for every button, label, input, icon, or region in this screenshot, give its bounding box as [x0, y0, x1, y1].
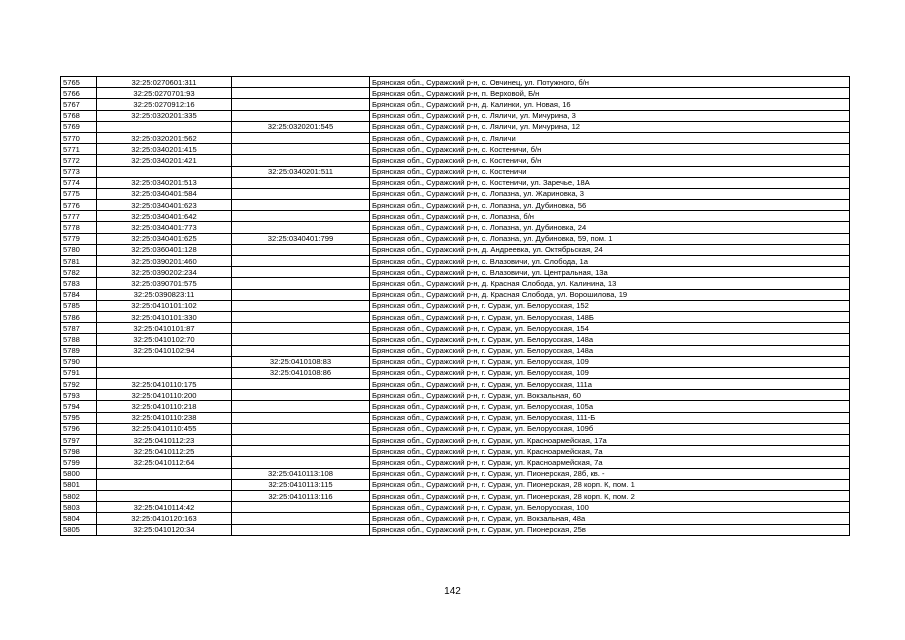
address-cell: Брянская обл., Суражский р-н, с. Костеничи	[370, 166, 850, 177]
cadastral-number-cell	[97, 356, 232, 367]
related-cadastral-number-cell	[232, 256, 370, 267]
cadastral-number-cell: 32:25:0410110:175	[97, 379, 232, 390]
address-cell: Брянская обл., Суражский р-н, г. Сураж, ул. Красноармейская, 7а	[370, 446, 850, 457]
table-row	[61, 110, 850, 121]
record-number-cell: 5787	[61, 323, 97, 334]
address-cell: Брянская обл., Суражский р-н, г. Сураж, ул. Белорусская, 148Б	[370, 311, 850, 322]
address-cell: Брянская обл., Суражский р-н, г. Сураж, ул. Белорусская, 154	[370, 323, 850, 334]
address-cell: Брянская обл., Суражский р-н, г. Сураж, ул. Пионерская, 28 корп. К, пом. 2	[370, 490, 850, 501]
table-row	[61, 379, 850, 390]
record-number-cell: 5777	[61, 211, 97, 222]
cadastral-number-cell: 32:25:0320201:562	[97, 132, 232, 143]
cadastral-number-cell: 32:25:0340401:642	[97, 211, 232, 222]
related-cadastral-number-cell	[232, 110, 370, 121]
related-cadastral-number-cell	[232, 289, 370, 300]
related-cadastral-number-cell: 32:25:0410113:115	[232, 479, 370, 490]
table-row	[61, 188, 850, 199]
related-cadastral-number-cell: 32:25:0340201:511	[232, 166, 370, 177]
record-number-cell: 5776	[61, 200, 97, 211]
table-row	[61, 323, 850, 334]
address-cell: Брянская обл., Суражский р-н, г. Сураж, ул. Белорусская, 148а	[370, 345, 850, 356]
table-row	[61, 334, 850, 345]
related-cadastral-number-cell	[232, 334, 370, 345]
address-cell: Брянская обл., Суражский р-н, г. Сураж, ул. Белорусская, 111а	[370, 379, 850, 390]
address-cell: Брянская обл., Суражский р-н, с. Костеничи, ул. Заречье, 18А	[370, 177, 850, 188]
record-number-cell: 5789	[61, 345, 97, 356]
table-row	[61, 77, 850, 88]
cadastral-number-cell: 32:25:0390202:234	[97, 267, 232, 278]
cadastral-number-cell: 32:25:0390201:460	[97, 256, 232, 267]
related-cadastral-number-cell	[232, 311, 370, 322]
cadastral-number-cell: 32:25:0270912:16	[97, 99, 232, 110]
table-row	[61, 356, 850, 367]
related-cadastral-number-cell	[232, 244, 370, 255]
cadastral-number-cell: 32:25:0410120:163	[97, 513, 232, 524]
table-row	[61, 423, 850, 434]
related-cadastral-number-cell	[232, 379, 370, 390]
table-row	[61, 401, 850, 412]
record-number-cell: 5767	[61, 99, 97, 110]
record-number-cell: 5800	[61, 468, 97, 479]
table-row	[61, 490, 850, 501]
address-cell: Брянская обл., Суражский р-н, г. Сураж, ул. Белорусская, 111-Б	[370, 412, 850, 423]
address-cell: Брянская обл., Суражский р-н, с. Ляличи, ул. Мичурина, 3	[370, 110, 850, 121]
record-number-cell: 5774	[61, 177, 97, 188]
table-row	[61, 222, 850, 233]
table-row	[61, 446, 850, 457]
cadastral-number-cell: 32:25:0410112:23	[97, 435, 232, 446]
related-cadastral-number-cell	[232, 177, 370, 188]
address-cell: Брянская обл., Суражский р-н, д. Андреевка, ул. Октябрьская, 24	[370, 244, 850, 255]
record-number-cell: 5798	[61, 446, 97, 457]
record-number-cell: 5803	[61, 502, 97, 513]
record-number-cell: 5802	[61, 490, 97, 501]
related-cadastral-number-cell	[232, 300, 370, 311]
related-cadastral-number-cell: 32:25:0410113:116	[232, 490, 370, 501]
table-row	[61, 468, 850, 479]
record-number-cell: 5783	[61, 278, 97, 289]
table-row	[61, 121, 850, 132]
cadastral-number-cell: 32:25:0390701:575	[97, 278, 232, 289]
cadastral-number-cell: 32:25:0410102:94	[97, 345, 232, 356]
table-row	[61, 267, 850, 278]
related-cadastral-number-cell	[232, 88, 370, 99]
table-row	[61, 412, 850, 423]
record-number-cell: 5784	[61, 289, 97, 300]
record-number-cell: 5795	[61, 412, 97, 423]
record-number-cell: 5794	[61, 401, 97, 412]
page-number: 142	[444, 586, 461, 597]
cadastral-number-cell	[97, 490, 232, 501]
record-number-cell: 5805	[61, 524, 97, 535]
record-number-cell: 5781	[61, 256, 97, 267]
related-cadastral-number-cell: 32:25:0320201:545	[232, 121, 370, 132]
related-cadastral-number-cell	[232, 200, 370, 211]
registry-table-body	[61, 77, 850, 536]
table-row	[61, 211, 850, 222]
address-cell: Брянская обл., Суражский р-н, с. Овчинец, ул. Потужного, б/н	[370, 77, 850, 88]
cadastral-number-cell: 32:25:0410110:455	[97, 423, 232, 434]
table-row	[61, 278, 850, 289]
related-cadastral-number-cell: 32:25:0340401:799	[232, 233, 370, 244]
related-cadastral-number-cell	[232, 423, 370, 434]
related-cadastral-number-cell	[232, 267, 370, 278]
cadastral-number-cell: 32:25:0410112:64	[97, 457, 232, 468]
address-cell: Брянская обл., Суражский р-н, д. Красная Слобода, ул. Калинина, 13	[370, 278, 850, 289]
address-cell: Брянская обл., Суражский р-н, г. Сураж, ул. Вокзальная, 60	[370, 390, 850, 401]
related-cadastral-number-cell	[232, 278, 370, 289]
address-cell: Брянская обл., Суражский р-н, г. Сураж, ул. Вокзальная, 48а	[370, 513, 850, 524]
address-cell: Брянская обл., Суражский р-н, с. Лопазна, ул. Дубиновка, 24	[370, 222, 850, 233]
cadastral-number-cell: 32:25:0340201:421	[97, 155, 232, 166]
table-row	[61, 479, 850, 490]
related-cadastral-number-cell	[232, 144, 370, 155]
related-cadastral-number-cell	[232, 457, 370, 468]
related-cadastral-number-cell	[232, 390, 370, 401]
table-row	[61, 390, 850, 401]
related-cadastral-number-cell	[232, 435, 370, 446]
related-cadastral-number-cell	[232, 401, 370, 412]
table-row	[61, 88, 850, 99]
address-cell: Брянская обл., Суражский р-н, г. Сураж, ул. Белорусская, 148а	[370, 334, 850, 345]
record-number-cell: 5765	[61, 77, 97, 88]
record-number-cell: 5773	[61, 166, 97, 177]
cadastral-number-cell: 32:25:0340401:623	[97, 200, 232, 211]
record-number-cell: 5786	[61, 311, 97, 322]
address-cell: Брянская обл., Суражский р-н, с. Лопазна, б/н	[370, 211, 850, 222]
related-cadastral-number-cell	[232, 502, 370, 513]
record-number-cell: 5799	[61, 457, 97, 468]
address-cell: Брянская обл., Суражский р-н, г. Сураж, ул. Белорусская, 109	[370, 367, 850, 378]
cadastral-number-cell: 32:25:0340401:625	[97, 233, 232, 244]
address-cell: Брянская обл., Суражский р-н, г. Сураж, ул. Пионерская, 25в	[370, 524, 850, 535]
cadastral-number-cell: 32:25:0270601:311	[97, 77, 232, 88]
address-cell: Брянская обл., Суражский р-н, с. Лопазна, ул. Жариновка, 3	[370, 188, 850, 199]
table-row	[61, 457, 850, 468]
table-row	[61, 155, 850, 166]
cadastral-number-cell: 32:25:0340201:415	[97, 144, 232, 155]
related-cadastral-number-cell	[232, 155, 370, 166]
related-cadastral-number-cell	[232, 345, 370, 356]
table-row	[61, 99, 850, 110]
address-cell: Брянская обл., Суражский р-н, д. Красная Слобода, ул. Ворошилова, 19	[370, 289, 850, 300]
related-cadastral-number-cell	[232, 323, 370, 334]
record-number-cell: 5791	[61, 367, 97, 378]
record-number-cell: 5768	[61, 110, 97, 121]
record-number-cell: 5788	[61, 334, 97, 345]
cadastral-number-cell	[97, 367, 232, 378]
related-cadastral-number-cell	[232, 412, 370, 423]
address-cell: Брянская обл., Суражский р-н, с. Лопазна, ул. Дубиновка, 59, пом. 1	[370, 233, 850, 244]
address-cell: Брянская обл., Суражский р-н, г. Сураж, ул. Белорусская, 105а	[370, 401, 850, 412]
address-cell: Брянская обл., Суражский р-н, с. Ляличи	[370, 132, 850, 143]
address-cell: Брянская обл., Суражский р-н, с. Влазовичи, ул. Слобода, 1а	[370, 256, 850, 267]
cadastral-number-cell: 32:25:0410101:102	[97, 300, 232, 311]
record-number-cell: 5779	[61, 233, 97, 244]
address-cell: Брянская обл., Суражский р-н, г. Сураж, ул. Пионерская, 28б, кв. -	[370, 468, 850, 479]
table-row	[61, 524, 850, 535]
table-row	[61, 513, 850, 524]
address-cell: Брянская обл., Суражский р-н, г. Сураж, ул. Белорусская, 109	[370, 356, 850, 367]
cadastral-number-cell	[97, 479, 232, 490]
table-row	[61, 233, 850, 244]
table-row	[61, 435, 850, 446]
record-number-cell: 5804	[61, 513, 97, 524]
registry-table	[60, 76, 850, 536]
related-cadastral-number-cell	[232, 524, 370, 535]
cadastral-number-cell: 32:25:0410101:87	[97, 323, 232, 334]
record-number-cell: 5792	[61, 379, 97, 390]
address-cell: Брянская обл., Суражский р-н, с. Лопазна, ул. Дубиновка, 56	[370, 200, 850, 211]
table-row	[61, 166, 850, 177]
cadastral-number-cell: 32:25:0410112:25	[97, 446, 232, 457]
record-number-cell: 5769	[61, 121, 97, 132]
record-number-cell: 5766	[61, 88, 97, 99]
cadastral-number-cell: 32:25:0410114:42	[97, 502, 232, 513]
record-number-cell: 5785	[61, 300, 97, 311]
record-number-cell: 5778	[61, 222, 97, 233]
cadastral-number-cell: 32:25:0360401:128	[97, 244, 232, 255]
table-row	[61, 300, 850, 311]
cadastral-number-cell: 32:25:0390823:11	[97, 289, 232, 300]
record-number-cell: 5771	[61, 144, 97, 155]
address-cell: Брянская обл., Суражский р-н, г. Сураж, ул. Белорусская, 109б	[370, 423, 850, 434]
cadastral-number-cell: 32:25:0410102:70	[97, 334, 232, 345]
related-cadastral-number-cell	[232, 211, 370, 222]
related-cadastral-number-cell	[232, 132, 370, 143]
record-number-cell: 5801	[61, 479, 97, 490]
cadastral-number-cell: 32:25:0410110:218	[97, 401, 232, 412]
related-cadastral-number-cell	[232, 513, 370, 524]
cadastral-number-cell: 32:25:0320201:335	[97, 110, 232, 121]
address-cell: Брянская обл., Суражский р-н, г. Сураж, ул. Пионерская, 28 корп. К, пом. 1	[370, 479, 850, 490]
address-cell: Брянская обл., Суражский р-н, с. Влазовичи, ул. Центральная, 13а	[370, 267, 850, 278]
cadastral-number-cell: 32:25:0410120:34	[97, 524, 232, 535]
table-row	[61, 144, 850, 155]
related-cadastral-number-cell: 32:25:0410108:86	[232, 367, 370, 378]
table-row	[61, 367, 850, 378]
record-number-cell: 5790	[61, 356, 97, 367]
table-row	[61, 345, 850, 356]
related-cadastral-number-cell: 32:25:0410113:108	[232, 468, 370, 479]
record-number-cell: 5770	[61, 132, 97, 143]
address-cell: Брянская обл., Суражский р-н, с. Костеничи, б/н	[370, 144, 850, 155]
related-cadastral-number-cell	[232, 222, 370, 233]
record-number-cell: 5796	[61, 423, 97, 434]
table-row	[61, 502, 850, 513]
table-row	[61, 244, 850, 255]
table-row	[61, 132, 850, 143]
address-cell: Брянская обл., Суражский р-н, с. Ляличи, ул. Мичурина, 12	[370, 121, 850, 132]
cadastral-number-cell: 32:25:0340401:773	[97, 222, 232, 233]
cadastral-number-cell: 32:25:0410101:330	[97, 311, 232, 322]
record-number-cell: 5782	[61, 267, 97, 278]
record-number-cell: 5780	[61, 244, 97, 255]
address-cell: Брянская обл., Суражский р-н, г. Сураж, ул. Красноармейская, 7а	[370, 457, 850, 468]
record-number-cell: 5797	[61, 435, 97, 446]
address-cell: Брянская обл., Суражский р-н, г. Сураж, ул. Белорусская, 100	[370, 502, 850, 513]
related-cadastral-number-cell	[232, 99, 370, 110]
table-row	[61, 311, 850, 322]
table-row	[61, 256, 850, 267]
table-row	[61, 177, 850, 188]
record-number-cell: 5775	[61, 188, 97, 199]
related-cadastral-number-cell	[232, 446, 370, 457]
address-cell: Брянская обл., Суражский р-н, с. Костеничи, б/н	[370, 155, 850, 166]
related-cadastral-number-cell	[232, 188, 370, 199]
cadastral-number-cell	[97, 166, 232, 177]
address-cell: Брянская обл., Суражский р-н, п. Верховой, Б/н	[370, 88, 850, 99]
address-cell: Брянская обл., Суражский р-н, г. Сураж, ул. Красноармейская, 17а	[370, 435, 850, 446]
related-cadastral-number-cell	[232, 77, 370, 88]
cadastral-number-cell	[97, 121, 232, 132]
cadastral-number-cell: 32:25:0340401:584	[97, 188, 232, 199]
related-cadastral-number-cell: 32:25:0410108:83	[232, 356, 370, 367]
record-number-cell: 5793	[61, 390, 97, 401]
cadastral-number-cell: 32:25:0340201:513	[97, 177, 232, 188]
cadastral-number-cell: 32:25:0410110:200	[97, 390, 232, 401]
record-number-cell: 5772	[61, 155, 97, 166]
cadastral-number-cell: 32:25:0270701:93	[97, 88, 232, 99]
address-cell: Брянская обл., Суражский р-н, г. Сураж, ул. Белорусская, 152	[370, 300, 850, 311]
table-row	[61, 200, 850, 211]
cadastral-number-cell: 32:25:0410110:238	[97, 412, 232, 423]
cadastral-number-cell	[97, 468, 232, 479]
address-cell: Брянская обл., Суражский р-н, д. Калинки, ул. Новая, 16	[370, 99, 850, 110]
table-row	[61, 289, 850, 300]
